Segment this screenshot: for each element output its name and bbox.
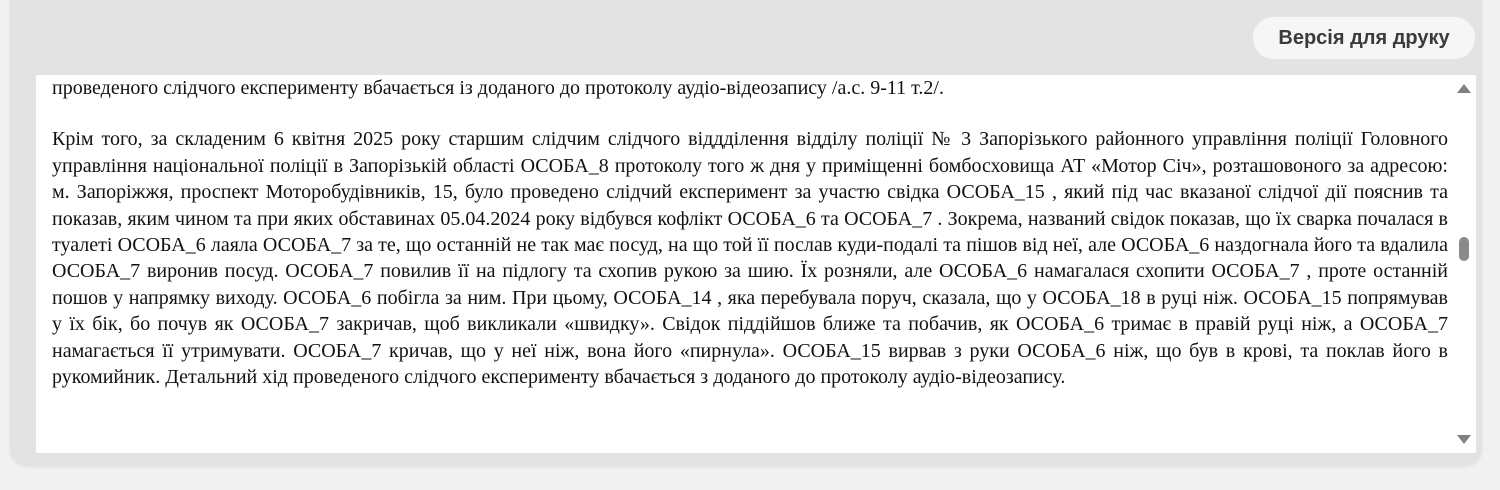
vertical-scrollbar[interactable] [1452, 75, 1476, 453]
document-panel [10, 0, 1482, 466]
document-text [52, 75, 1448, 390]
paragraph-2: Крім того, за складеним 6 квітня 2025 року старшим слідчим слідчого віддділення відділу поліції № 3 Запорізького районного управління поліції Головного управління національної поліції в Запорізькій області ОСОБА_8 протоколу того ж дня у приміщенні бомбосховища АТ «Мотор Січ», розташовоного за адресою: м. Запоріжжя, проспект Моторобудівників, 15, було проведено слідчий експеримент за участю свідка ОСОБА_15 , який під час вказаної слідчої дії пояснив та показав, яким чином та при яких обставинах 05.04.2024 року відбувся кофлікт ОСОБА_6 та ОСОБА_7 . Зокрема, названий свідок показав, що їх сварка почалася в туалеті ОСОБА_6 лаяла ОСОБА_7 за те, що останній не так має посуд, на що той її послав куди-подалі та пішов від неї, але ОСОБА_6 наздогнала його та вдалила ОСОБА_7 виронив посуд. ОСОБА_7 повилив її на підлогу та схопив рукою за шию. Їх розняли, але ОСОБА_6 намагалася схопити ОСОБА_7 , проте останній пошов у напрямку виходу. ОСОБА_6 побігла за ним. При цьому, ОСОБА_14 , яка перебувала поруч, сказала, що у ОСОБА_18 в руці ніж. ОСОБА_15 попрямував у їх бік, бо почув як ОСОБА_7 закричав, щоб викликали «швидку». Свідок піддійшов ближе та побачив, як ОСОБА_6 тримає в правій руці ніж, а ОСОБА_7 намагається її утримувати. ОСОБА_7 кричав, що у неї ніж, вона його «пирнула». ОСОБА_15 вирвав з руки ОСОБА_6 ніж, що був в крові, та поклав його в рукомийник. Детальний хід проведеного слідчого експерименту вбачається з доданого до протоколу аудіо-відеозапису. [52, 128, 1448, 389]
scrollbar-thumb[interactable] [1459, 237, 1469, 261]
scroll-up-arrow-icon[interactable] [1457, 84, 1471, 93]
print-version-button[interactable]: Версія для друку [1252, 16, 1476, 60]
document-viewer[interactable] [36, 75, 1476, 453]
paragraph-1: проведеного слідчого експерименту вбачається із доданого до протоколу аудіо-відеозапису /а.с. 9-11 т.2/. [52, 77, 944, 99]
scroll-down-arrow-icon[interactable] [1457, 435, 1471, 444]
